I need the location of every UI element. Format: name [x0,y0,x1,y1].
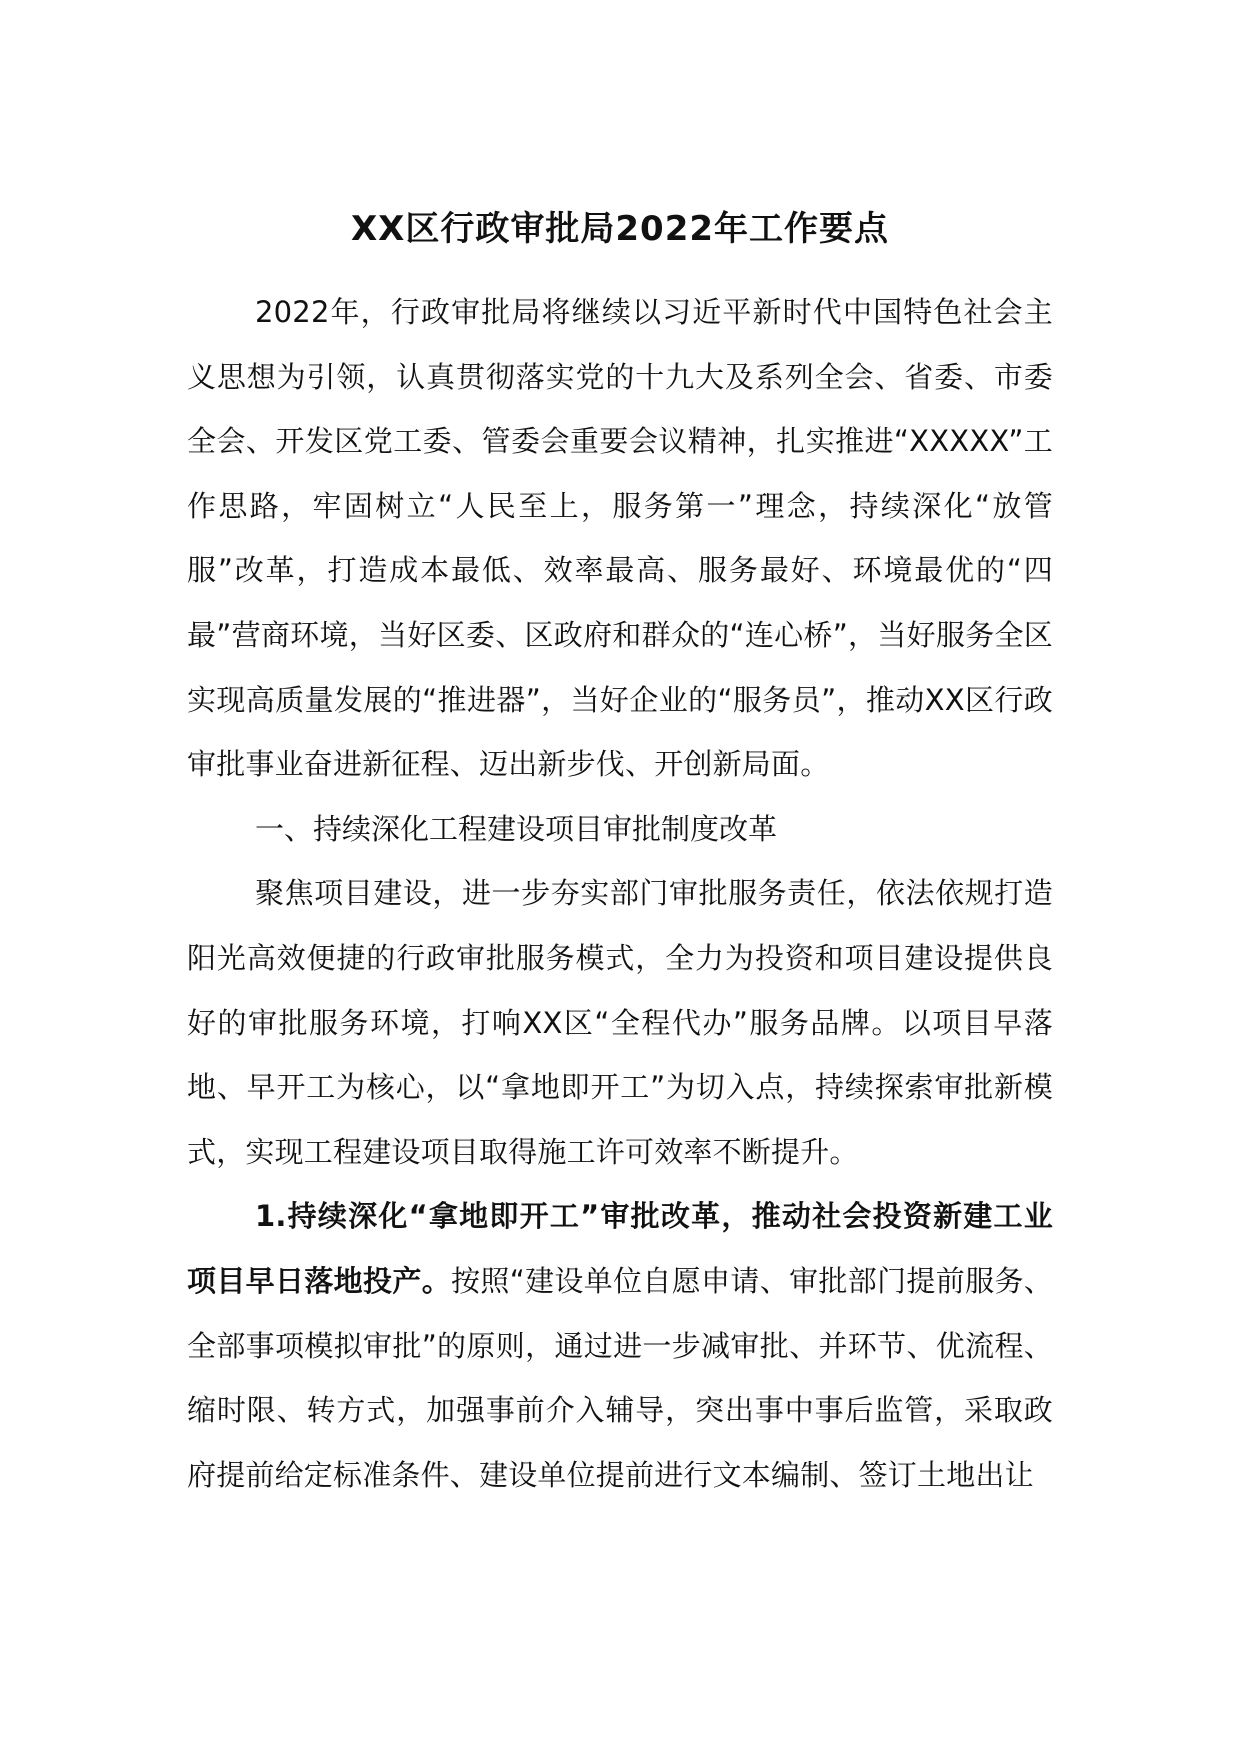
section-one-paragraph: 聚焦项目建设，进一步夯实部门审批服务责任，依法依规打造阳光高效便捷的行政审批服务模式，全力为投资和项目建设提供良好的审批服务环境，打响XX区“全程代办”服务品牌。以项目早落地、早开工为核心，以“拿地即开工”为切入点，持续探索审批新模式，实现工程建设项目取得施工许可效率不断提升。 [187,876,1053,1169]
section-one-heading: 一、持续深化工程建设项目审批制度改革 [255,811,778,846]
item-one-paragraph [187,1184,1053,1507]
item-one-body: 按照“建设单位自愿申请、审批部门提前服务、全部事项模拟审批”的原则，通过进一步减审批、并环节、优流程、缩时限、转方式，加强事前介入辅导，突出事中事后监管，采取政府提前给定标准条件、建设单位提前进行文本编制、签订土地出让 [187,1263,1053,1492]
item-one-lead: 1.持续深化“拿地即开工”审批改革，推动社会投资新建工业项目早日落地投产。 [187,1199,1053,1298]
document-title: XX区行政审批局2022年工作要点 [350,209,890,249]
document-body [187,280,1053,1507]
intro-paragraph: 2022年，行政审批局将继续以习近平新时代中国特色社会主义思想为引领，认真贯彻落实党的十九大及系列全会、省委、市委全会、开发区党工委、管委会重要会议精神，扎实推进“XXXXX”工作思路，牢固树立“人民至上，服务第一”理念，持续深化“放管服”改革，打造成本最低、效率最高、服务最好、环境最优的“四最”营商环境，当好区委、区政府和群众的“连心桥”，当好服务全区实现高质量发展的“推进器”，当好企业的“服务员”，推动XX区行政审批事业奋进新征程、迈出新步伐、开创新局面。 [187,295,1053,782]
